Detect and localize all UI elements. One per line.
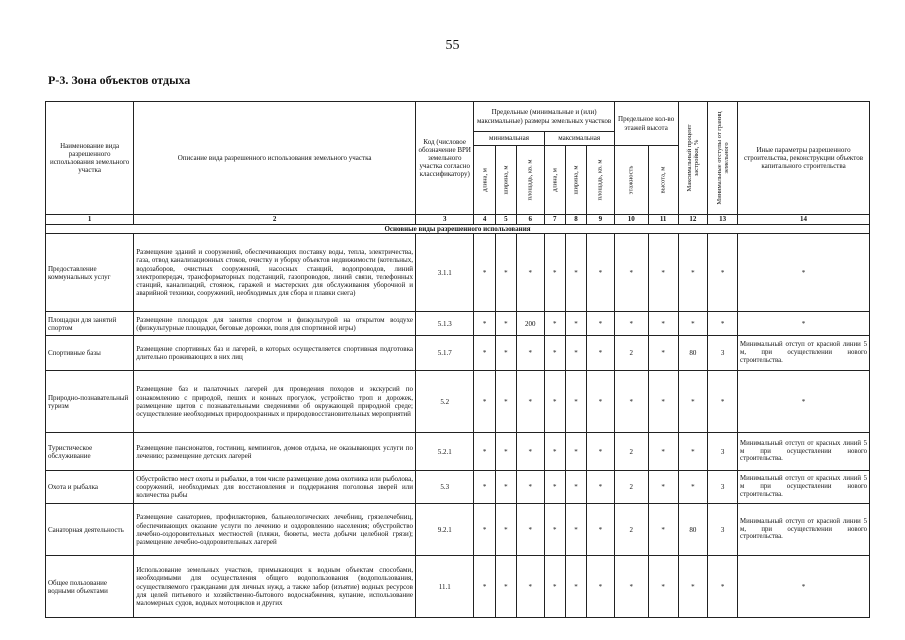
header-max-area: площадь, кв. м <box>587 146 615 215</box>
parameter-cell: * <box>565 312 586 336</box>
parameter-cell: * <box>678 312 708 336</box>
use-code-cell: 3.1.1 <box>415 234 473 312</box>
parameter-cell: * <box>565 433 586 471</box>
header-other: Иные параметры разрешенного строительства, реконструкции объектов капитального строительства <box>738 102 870 215</box>
parameter-cell: 3 <box>708 504 738 556</box>
header-limits: Предельные (минимальные и (или) максимальные) размеры земельных участков <box>474 102 614 132</box>
parameter-cell: * <box>587 312 615 336</box>
other-parameters-cell: * <box>738 371 870 433</box>
parameter-cell: * <box>544 471 565 504</box>
use-description-cell: Размещение санаториев, профилакториев, бальнеологических лечебниц, грязелечебниц, обеспечивающих оказание услуги по лечению и оздоровлению населения; обустройство лечебно-оздоровительных местностей (пляжи, бюветы, места добычи целебной грязи); размещение лечебно-оздоровительных лагерей <box>134 504 416 556</box>
parameter-cell: * <box>614 371 648 433</box>
parameter-cell: * <box>678 371 708 433</box>
header-code: Код (числовое обозначение ВРИ земельного участка согласно классификатору) <box>415 102 473 215</box>
use-code-cell: 11.1 <box>415 556 473 618</box>
parameter-cell: * <box>587 471 615 504</box>
use-name-cell: Охота и рыбалка <box>46 471 134 504</box>
parameter-cell: * <box>495 556 516 618</box>
parameter-cell: * <box>474 371 495 433</box>
parameter-cell: * <box>495 504 516 556</box>
header-floors: этажность <box>614 146 648 215</box>
use-code-cell: 9.2.1 <box>415 504 473 556</box>
parameter-cell: * <box>495 312 516 336</box>
parameter-cell: * <box>495 234 516 312</box>
parameter-cell: * <box>474 336 495 371</box>
parameter-cell: * <box>516 556 544 618</box>
parameter-cell: * <box>495 433 516 471</box>
parameter-cell: 3 <box>708 433 738 471</box>
use-code-cell: 5.1.7 <box>415 336 473 371</box>
header-min-area: площадь, кв. м <box>516 146 544 215</box>
parameter-cell: * <box>565 336 586 371</box>
other-parameters-cell: Минимальный отступ от красных линий 5 м при осуществлении нового строительства. <box>738 433 870 471</box>
other-parameters-cell: * <box>738 234 870 312</box>
parameter-cell: * <box>544 504 565 556</box>
parameter-cell: 3 <box>708 471 738 504</box>
header-max: максимальная <box>544 132 614 146</box>
parameter-cell: * <box>678 471 708 504</box>
zone-title: Р-3. Зона объектов отдыха <box>48 73 191 87</box>
parameter-cell: * <box>648 371 678 433</box>
parameter-cell: * <box>474 312 495 336</box>
parameter-cell: * <box>544 371 565 433</box>
column-number: 5 <box>495 215 516 225</box>
header-setback: Минимальные отступы от границ земельного <box>708 102 738 215</box>
header-description: Описание вида разрешенного использования земельного участка <box>134 102 416 215</box>
parameter-cell: * <box>474 234 495 312</box>
use-name-cell: Общее пользование водными объектами <box>46 556 134 618</box>
parameter-cell: * <box>648 471 678 504</box>
column-number: 6 <box>516 215 544 225</box>
column-number: 14 <box>738 215 870 225</box>
use-name-cell: Площадки для занятий спортом <box>46 312 134 336</box>
parameter-cell: * <box>474 433 495 471</box>
table-row <box>46 371 870 433</box>
header-min-length: длина, м <box>474 146 495 215</box>
parameter-cell: * <box>708 312 738 336</box>
parameter-cell: * <box>516 371 544 433</box>
column-number: 2 <box>134 215 416 225</box>
header-min-width: ширина, м <box>495 146 516 215</box>
use-name-cell: Предоставление коммунальных услуг <box>46 234 134 312</box>
parameter-cell: * <box>516 504 544 556</box>
parameter-cell: * <box>544 433 565 471</box>
use-name-cell: Санаторная деятельность <box>46 504 134 556</box>
parameter-cell: 2 <box>614 504 648 556</box>
column-number: 8 <box>565 215 586 225</box>
column-numbers-row <box>46 215 870 225</box>
parameter-cell: * <box>708 234 738 312</box>
column-number: 12 <box>678 215 708 225</box>
parameter-cell: 2 <box>614 471 648 504</box>
parameter-cell: 80 <box>678 504 708 556</box>
table-row <box>46 471 870 504</box>
use-code-cell: 5.3 <box>415 471 473 504</box>
parameter-cell: * <box>544 312 565 336</box>
parameter-cell: * <box>565 556 586 618</box>
column-number: 11 <box>648 215 678 225</box>
header-coverage: Максимальный процент застройки, % <box>678 102 708 215</box>
parameter-cell: * <box>544 556 565 618</box>
parameter-cell: * <box>587 336 615 371</box>
parameter-cell: * <box>544 234 565 312</box>
parameter-cell: * <box>648 504 678 556</box>
use-description-cell: Обустройство мест охоты и рыбалки, в том числе размещение дома охотника или рыболова, сооружений, необходимых для восстановления и поддержания поголовья зверей или количества рыбы <box>134 471 416 504</box>
table-row <box>46 336 870 371</box>
parameter-cell: * <box>495 371 516 433</box>
parameter-cell: * <box>565 234 586 312</box>
parameter-cell: * <box>648 433 678 471</box>
table-row <box>46 556 870 618</box>
parameter-cell: * <box>708 371 738 433</box>
other-parameters-cell: Минимальный отступ от красной линии 5 м, при осуществлении нового строительства. <box>738 336 870 371</box>
use-description-cell: Размещение спортивных баз и лагерей, в которых осуществляется спортивная подготовка длительно проживающих в них лиц <box>134 336 416 371</box>
zoning-regulations-table <box>45 101 870 618</box>
column-number: 1 <box>46 215 134 225</box>
use-code-cell: 5.2.1 <box>415 433 473 471</box>
column-number: 13 <box>708 215 738 225</box>
parameter-cell: * <box>516 471 544 504</box>
parameter-cell: * <box>614 556 648 618</box>
parameter-cell: * <box>648 234 678 312</box>
parameter-cell: * <box>516 336 544 371</box>
parameter-cell: * <box>708 556 738 618</box>
other-parameters-cell: Минимальный отступ от красной линии 5 м, при осуществлении нового строительства. <box>738 504 870 556</box>
parameter-cell: * <box>565 504 586 556</box>
use-description-cell: Размещение площадок для занятия спортом и физкультурой на открытом воздухе (физкультурные площадки, беговые дорожки, поля для спортивной игры) <box>134 312 416 336</box>
header-floors-group: Предельное кол-во этажей высота <box>614 102 678 146</box>
parameter-cell: * <box>565 371 586 433</box>
parameter-cell: 80 <box>678 336 708 371</box>
parameter-cell: 200 <box>516 312 544 336</box>
other-parameters-cell: * <box>738 312 870 336</box>
parameter-cell: * <box>648 312 678 336</box>
use-name-cell: Спортивные базы <box>46 336 134 371</box>
table-row <box>46 504 870 556</box>
column-number: 7 <box>544 215 565 225</box>
parameter-cell: * <box>678 556 708 618</box>
parameter-cell: * <box>587 234 615 312</box>
parameter-cell: * <box>587 433 615 471</box>
use-description-cell: Размещение зданий и сооружений, обеспечивающих поставку воды, тепла, электричества, газа, отвод канализационных стоков, очистку и уборку объектов недвижимости (котельных, водозаборов, очистных сооружений, насосных станций, водопроводов, линий электропередач, трансформаторных подстанций, газопроводов, линий связи, телефонных станций, канализаций, стоянок, гаражей и мастерских для обслуживания уборочной и аварийной техники, сооружений, необходимых для сбора и плавки снега) <box>134 234 416 312</box>
parameter-cell: * <box>495 471 516 504</box>
parameter-cell: 2 <box>614 336 648 371</box>
use-name-cell: Туристическое обслуживание <box>46 433 134 471</box>
parameter-cell: * <box>587 556 615 618</box>
parameter-cell: * <box>474 504 495 556</box>
parameter-cell: * <box>516 433 544 471</box>
header-name: Наименование вида разрешенного использования земельного участка <box>46 102 134 215</box>
parameter-cell: * <box>474 556 495 618</box>
column-number: 10 <box>614 215 648 225</box>
use-code-cell: 5.1.3 <box>415 312 473 336</box>
parameter-cell: * <box>678 234 708 312</box>
page-number: 55 <box>445 38 460 53</box>
parameter-cell: 2 <box>614 433 648 471</box>
parameter-cell: * <box>678 433 708 471</box>
use-description-cell: Использование земельных участков, примыкающих к водным объектам способами, необходимыми для осуществления общего водопользования (водопользования, осуществляемого гражданами для личных нужд, а также забор (изъятие) водных ресурсов для целей питьевого и хозяйственно-бытового водоснабжения, купание, использование маломерных судов, водных мотоциклов и других <box>134 556 416 618</box>
other-parameters-cell: * <box>738 556 870 618</box>
parameter-cell: * <box>516 234 544 312</box>
column-number: 3 <box>415 215 473 225</box>
column-number: 9 <box>587 215 615 225</box>
column-number: 4 <box>474 215 495 225</box>
parameter-cell: * <box>614 234 648 312</box>
header-max-width: ширина, м <box>565 146 586 215</box>
header-min: минимальная <box>474 132 544 146</box>
use-code-cell: 5.2 <box>415 371 473 433</box>
table-row <box>46 312 870 336</box>
parameter-cell: * <box>587 371 615 433</box>
header-max-length: длина, м <box>544 146 565 215</box>
section-title: Основные виды разрешенного использования <box>46 225 870 234</box>
table-row <box>46 433 870 471</box>
parameter-cell: * <box>565 471 586 504</box>
header-height: высота, м <box>648 146 678 215</box>
parameter-cell: * <box>474 471 495 504</box>
parameter-cell: 3 <box>708 336 738 371</box>
parameter-cell: * <box>648 556 678 618</box>
parameter-cell: * <box>648 336 678 371</box>
use-name-cell: Природно-познавательный туризм <box>46 371 134 433</box>
parameter-cell: * <box>544 336 565 371</box>
table-row <box>46 234 870 312</box>
parameter-cell: * <box>587 504 615 556</box>
use-description-cell: Размещение пансионатов, гостиниц, кемпингов, домов отдыха, не оказывающих услуги по лечению; размещение детских лагерей <box>134 433 416 471</box>
parameter-cell: * <box>495 336 516 371</box>
use-description-cell: Размещение баз и палаточных лагерей для проведения походов и экскурсий по ознакомлению с природой, пеших и конных прогулок, устройство троп и дорожек, размещение щитов с познавательными сведениями об окружающей природной среде; осуществление необходимых природоохранных и природовосстановительных мероприятий <box>134 371 416 433</box>
parameter-cell: * <box>614 312 648 336</box>
other-parameters-cell: Минимальный отступ от красных линий 5 м при осуществлении нового строительства. <box>738 471 870 504</box>
